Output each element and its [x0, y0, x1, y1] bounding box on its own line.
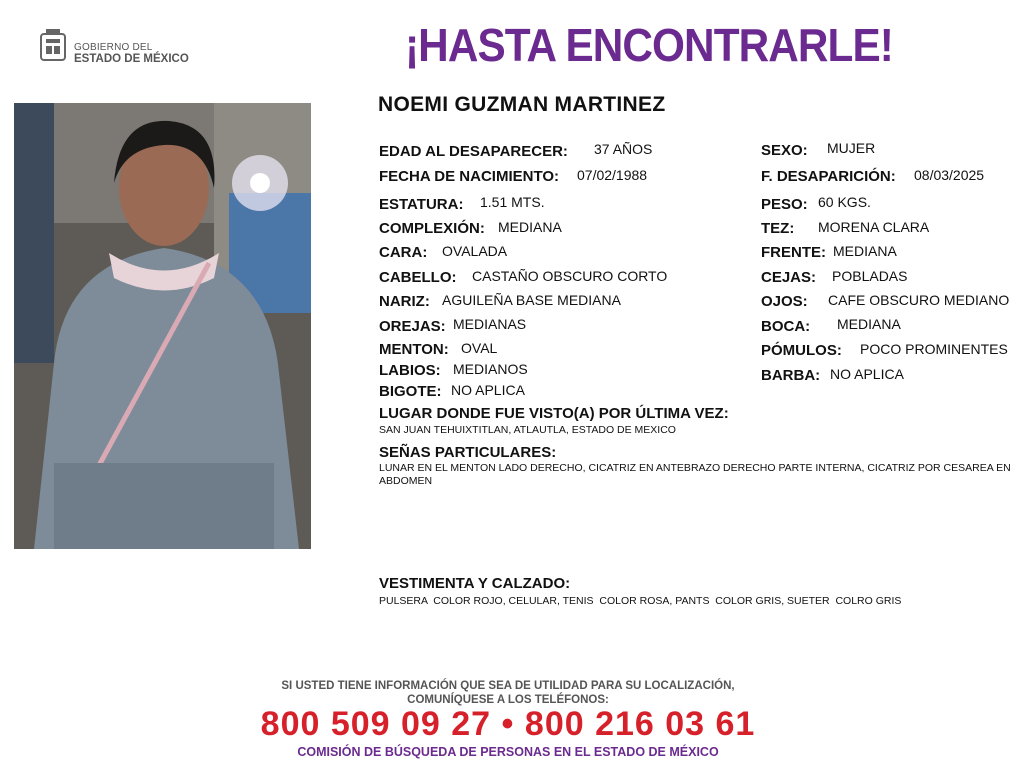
person-photo [14, 103, 311, 549]
phone-numbers [0, 705, 1016, 744]
phone-number-2[interactable]: 800 216 03 61 [524, 705, 756, 743]
field-value-lips: MEDIANOS [453, 361, 528, 377]
person-name: NOEMI GUZMAN MARTINEZ [378, 93, 666, 116]
field-value-eyebrows: POBLADAS [832, 268, 908, 284]
field-label-eyes: OJOS: [761, 293, 808, 310]
field-value-age: 37 AÑOS [594, 141, 653, 157]
field-label-weight: PESO: [761, 196, 808, 213]
field-label-build: COMPLEXIÓN: [379, 220, 485, 237]
field-value-sex: MUJER [827, 140, 876, 156]
field-value-chin: OVAL [461, 340, 498, 356]
field-label-height: ESTATURA: [379, 196, 464, 213]
field-label-face: CARA: [379, 244, 428, 261]
field-value-mustache: NO APLICA [451, 382, 525, 398]
field-value-cheekbones: POCO PROMINENTES [860, 341, 1008, 357]
field-value-hair: CASTAÑO OBSCURO CORTO [472, 268, 668, 284]
field-label-lips: LABIOS: [379, 362, 441, 379]
headline: ¡HASTA ENCONTRARLE! [405, 19, 893, 71]
field-label-beard: BARBA: [761, 367, 821, 384]
field-label-nose: NARIZ: [379, 293, 430, 310]
field-label-age: EDAD AL DESAPARECER: [379, 143, 568, 160]
field-label-complexion: TEZ: [761, 220, 795, 237]
clothing-label: VESTIMENTA Y CALZADO: [379, 575, 571, 592]
field-label-sex: SEXO: [761, 142, 808, 159]
field-value-mouth: MEDIANA [837, 316, 901, 332]
field-label-ears: OREJAS: [379, 318, 446, 335]
field-label-disappearance-date: F. DESAPARICIÓN: [761, 168, 896, 185]
field-value-face: OVALADA [442, 243, 508, 259]
field-label-mouth: BOCA: [761, 318, 811, 335]
field-value-nose: AGUILEÑA BASE MEDIANA [442, 292, 621, 308]
footer-info-line1: SI USTED TIENE INFORMACIÓN QUE SEA DE UTILIDAD PARA SU LOCALIZACIÓN, [281, 680, 735, 692]
commission-name: COMISIÓN DE BÚSQUEDA DE PERSONAS EN EL ESTADO DE MÉXICO [297, 745, 719, 759]
logo-line2: ESTADO DE MÉXICO [74, 53, 189, 65]
field-label-chin: MENTON: [379, 341, 449, 358]
field-value-eyes: CAFE OBSCURO MEDIANO [828, 292, 1010, 308]
field-label-hair: CABELLO: [379, 269, 457, 286]
field-label-birthdate: FECHA DE NACIMIENTO: [379, 168, 559, 185]
field-value-ears: MEDIANAS [453, 316, 527, 332]
field-label-mustache: BIGOTE: [379, 383, 442, 400]
field-value-beard: NO APLICA [830, 366, 904, 382]
marks-label: SEÑAS PARTICULARES: [379, 444, 557, 461]
field-value-birthdate: 07/02/1988 [577, 167, 648, 183]
last-seen-value: SAN JUAN TEHUIXTITLAN, ATLAUTLA, ESTADO DE MEXICO [379, 424, 676, 436]
field-label-cheekbones: PÓMULOS: [761, 342, 842, 359]
field-value-forehead: MEDIANA [833, 243, 897, 259]
field-value-disappearance-date: 08/03/2025 [914, 167, 985, 183]
logo-line1: GOBIERNO DEL [74, 42, 153, 53]
field-value-complexion: MORENA CLARA [818, 219, 930, 235]
phone-number-1[interactable]: 800 509 09 27 [260, 705, 492, 743]
government-logo [38, 28, 198, 68]
field-label-eyebrows: CEJAS: [761, 269, 817, 286]
field-label-forehead: FRENTE: [761, 244, 826, 261]
phone-separator: • [501, 705, 515, 743]
clothing-value: PULSERA COLOR ROJO, CELULAR, TENIS COLOR ROSA, PANTS COLOR GRIS, SUETER COLRO GRIS [379, 595, 902, 607]
field-value-height: 1.51 MTS. [480, 194, 545, 210]
field-value-weight: 60 KGS. [818, 194, 871, 210]
footer-info-line2: COMUNÍQUESE A LOS TELÉFONOS: [407, 694, 609, 706]
last-seen-label: LUGAR DONDE FUE VISTO(A) POR ÚLTIMA VEZ: [379, 405, 729, 422]
marks-value: LUNAR EN EL MENTON LADO DERECHO, CICATRIZ EN ANTEBRAZO DERECHO PARTE INTERNA, CICATRIZ POR CESAREA EN ABDOMEN [379, 462, 1011, 487]
coat-of-arms-icon [38, 28, 68, 64]
field-value-build: MEDIANA [498, 219, 562, 235]
